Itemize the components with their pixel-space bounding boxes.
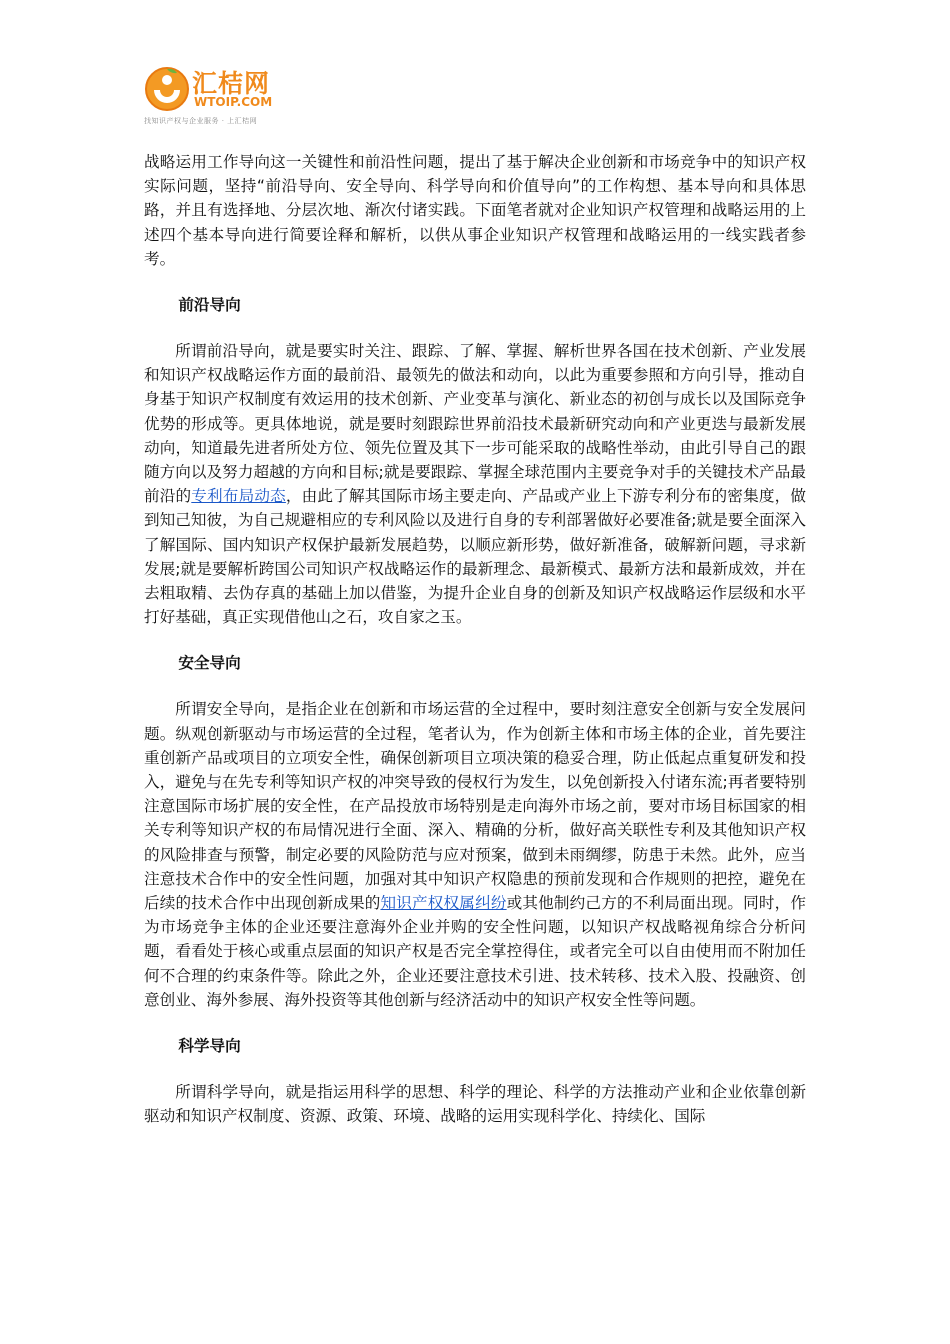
paragraph-text: 或其他制约己方的不利局面出现。同时，作为市场竞争主体的企业还要注意海外企业并购的安全性问题，以知识产权战略视角综合分析问题，看看处于核心或重点层面的知识产权是否完全掌控得住，或者完全可以自由使用而不附加任何不合理的约束条件等。除此之外，企业还要注意技术引进、技术转移、技术入股、投融资、创意创业、海外参展、海外投资等其他创新与经济活动中的知识产权安全性等问题。 xyxy=(144,894,806,1009)
wtoip-logo xyxy=(144,64,294,124)
orange-logo-icon xyxy=(144,66,190,112)
section-paragraph-security xyxy=(144,697,806,1012)
paragraph-text: 所谓前沿导向，就是要实时关注、跟踪、了解、掌握、解析世界各国在技术创新、产业发展和知识产权战略运作方面的最前沿、最领先的做法和动向，以此为重要参照和方向引导，推动自身基于知识产权制度有效运用的技术创新、产业变革与演化、新业态的初创与成长以及国际竞争优势的形成等。更具体地说，就是要时刻跟踪世界前沿技术最新研究动向和产业更迭与最新发展动向，知道最先进者所处方位、领先位置及其下一步可能采取的战略性举动，由此引导自己的跟随方向以及努力超越的方向和目标;就是要跟踪、掌握全球范围内主要竞争对手的关键技术产品最前沿的 xyxy=(144,342,806,506)
patent-layout-link[interactable]: 专利布局动态 xyxy=(191,487,286,506)
intro-paragraph: 战略运用工作导向这一关键性和前沿性问题，提出了基于解决企业创新和市场竞争中的知识产权实际问题，坚持“前沿导向、安全导向、科学导向和价值导向”的工作构想、基本导向和具体思路，并且有选择地、分层次地、渐次付诸实践。下面笔者就对企业知识产权管理和战略运用的上述四个基本导向进行简要诠释和解析，以供从事企业知识产权管理和战略运用的一线实践者参考。 xyxy=(144,153,806,268)
logo-tagline: 找知识产权与企业服务 · 上汇桔网 xyxy=(144,117,258,125)
logo-name: 汇桔网 xyxy=(192,69,271,98)
paragraph-text: 所谓科学导向，就是指运用科学的思想、科学的理论、科学的方法推动产业和企业依靠创新驱动和知识产权制度、资源、政策、环境、战略的运用实现科学化、持续化、国际 xyxy=(144,1083,806,1126)
logo-domain: WTOIP.COM xyxy=(194,95,273,109)
paragraph-text: 所谓安全导向，是指企业在创新和市场运营的全过程中，要时刻注意安全创新与安全发展问题。纵观创新驱动与市场运营的全过程，笔者认为，作为创新主体和市场主体的企业，首先要注重创新产品或项目的立项安全性，确保创新项目立项决策的稳妥合理，防止低起点重复研发和投入，避免与在先专利等知识产权的冲突导致的侵权行为发生，以免创新投入付诸东流;再者要特别注意国际市场扩展的安全性，在产品投放市场特别是走向海外市场之前，要对市场目标国家的相关专利等知识产权的布局情况进行全面、深入、精确的分析，做好高关联性专利及其他知识产权的风险排查与预警，制定必要的风险防范与应对预案，做到未雨绸缪，防患于未然。此外，应当注意技术合作中的安全性问题，加强对其中知识产权隐患的预前发现和合作规则的把控，避免在后续的技术合作中出现创新成果的 xyxy=(144,700,806,913)
section-paragraph-frontier xyxy=(144,339,806,629)
section-heading-frontier: 前沿导向 xyxy=(178,296,241,315)
section-heading-science: 科学导向 xyxy=(178,1037,241,1056)
section-heading-security: 安全导向 xyxy=(178,654,241,673)
ip-ownership-dispute-link[interactable]: 知识产权权属纠纷 xyxy=(380,894,507,913)
section-paragraph-science xyxy=(144,1080,806,1128)
article-body xyxy=(144,150,806,1129)
paragraph-text: ，由此了解其国际市场主要走向、产品或产业上下游专利分布的密集度，做到知己知彼，为自己规避相应的专利风险以及进行自身的专利部署做好必要准备;就是要全面深入了解国际、国内知识产权保护最新发展趋势，以顺应新形势，做好新准备，破解新问题，寻求新发展;就是要解析跨国公司知识产权战略运作的最新理念、最新模式、最新方法和最新成效，并在去粗取精、去伪存真的基础上加以借鉴，为提升企业自身的创新及知识产权战略运作层级和水平打好基础，真正实现借他山之石，攻自家之玉。 xyxy=(144,487,806,627)
